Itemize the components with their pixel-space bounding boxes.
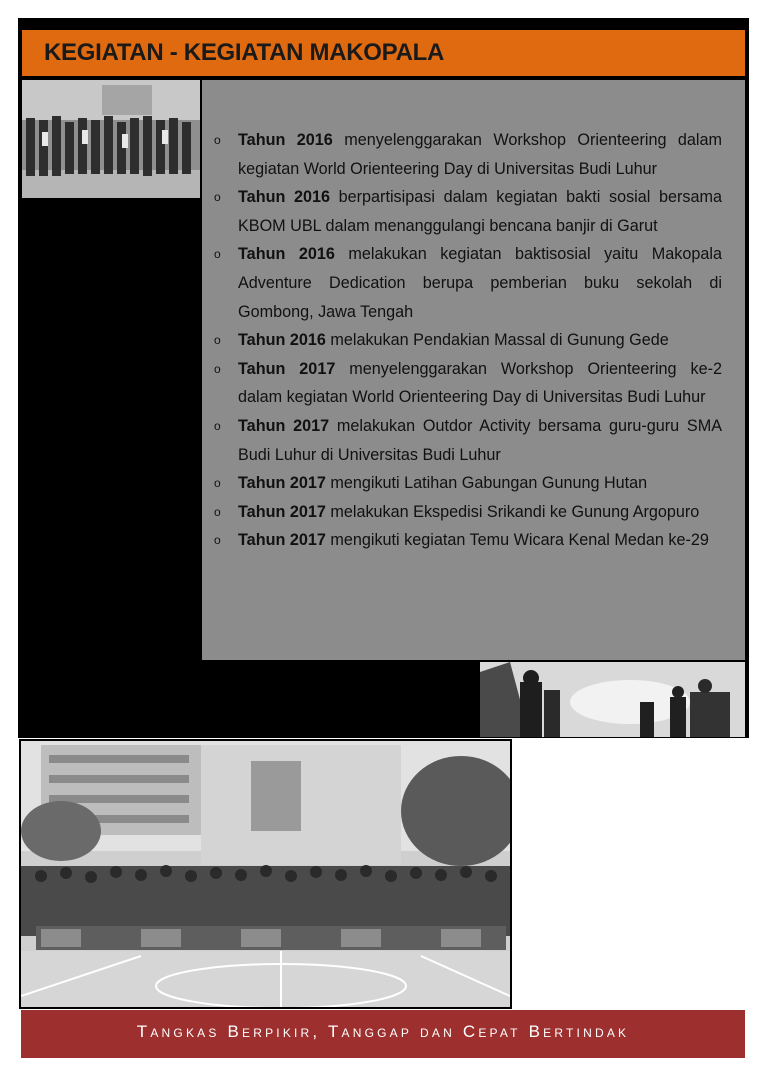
bullet-icon: o: [214, 418, 221, 433]
activity-text: melakukan Pendakian Massal di Gunung Gede: [325, 331, 669, 350]
activity-year: Tahun 2017: [238, 359, 336, 378]
activity-year: Tahun 2017: [238, 531, 326, 550]
list-item: [214, 412, 722, 469]
activity-year: Tahun 2017: [238, 502, 326, 521]
activity-text: berpartisipasi dalam kegiatan bakti sosial bersama KBOM UBL dalam menanggulangi bencana banjir di Garut: [238, 188, 722, 235]
list-item: [214, 498, 722, 527]
footer-tagline: Tangkas Berpikir, Tanggap dan Cepat Bertindak: [136, 1022, 630, 1041]
list-item: [214, 326, 722, 355]
page-title: KEGIATAN - KEGIATAN MAKOPALA: [44, 39, 445, 66]
activity-year: Tahun 2016: [238, 245, 335, 264]
list-item: [214, 126, 722, 183]
hiking-photo: [480, 662, 745, 737]
bullet-icon: o: [214, 361, 221, 376]
bullet-icon: o: [214, 333, 221, 348]
list-item: [214, 355, 722, 412]
bullet-icon: o: [214, 190, 221, 205]
group-photo-small: [22, 80, 200, 198]
activity-text: melakukan kegiatan baktisosial yaitu Makopala Adventure Dedication berupa pemberian buku sekolah di Gombong, Jawa Tengah: [238, 245, 722, 321]
bullet-icon: o: [214, 504, 221, 519]
bullet-icon: o: [214, 133, 221, 147]
list-item: [214, 240, 722, 326]
activity-text: menyelenggarakan Workshop Orienteering dalam kegiatan World Orienteering Day di Universitas Budi Luhur: [238, 131, 722, 178]
bullet-icon: o: [214, 476, 221, 491]
list-item: [214, 183, 722, 240]
activity-year: Tahun 2016: [238, 188, 331, 207]
bullet-icon: o: [214, 533, 221, 548]
title-bar: [22, 30, 745, 78]
activity-text: mengikuti Latihan Gabungan Gunung Hutan: [325, 474, 648, 493]
activity-text: melakukan Ekspedisi Srikandi ke Gunung Argopuro: [325, 502, 700, 521]
footer-banner: [21, 1010, 745, 1058]
activity-text: menyelenggarakan Workshop Orienteering ke-2 dalam kegiatan World Orienteering Day di Universitas Budi Luhur: [238, 359, 722, 407]
activity-year: Tahun 2017: [238, 474, 326, 493]
list-item: [214, 526, 722, 555]
bullet-icon: o: [214, 247, 221, 262]
activity-list: [214, 126, 722, 555]
activity-text: mengikuti kegiatan Temu Wicara Kenal Medan ke-29: [325, 531, 709, 550]
activity-text: melakukan Outdor Activity bersama guru-guru SMA Budi Luhur di Universitas Budi Luhur: [238, 416, 722, 464]
activity-year: Tahun 2016: [238, 331, 326, 350]
activity-year: Tahun 2016: [238, 131, 333, 149]
activities-panel: [202, 80, 745, 660]
group-photo-large: [19, 739, 512, 1009]
list-item: [214, 469, 722, 498]
activity-year: Tahun 2017: [238, 416, 330, 435]
